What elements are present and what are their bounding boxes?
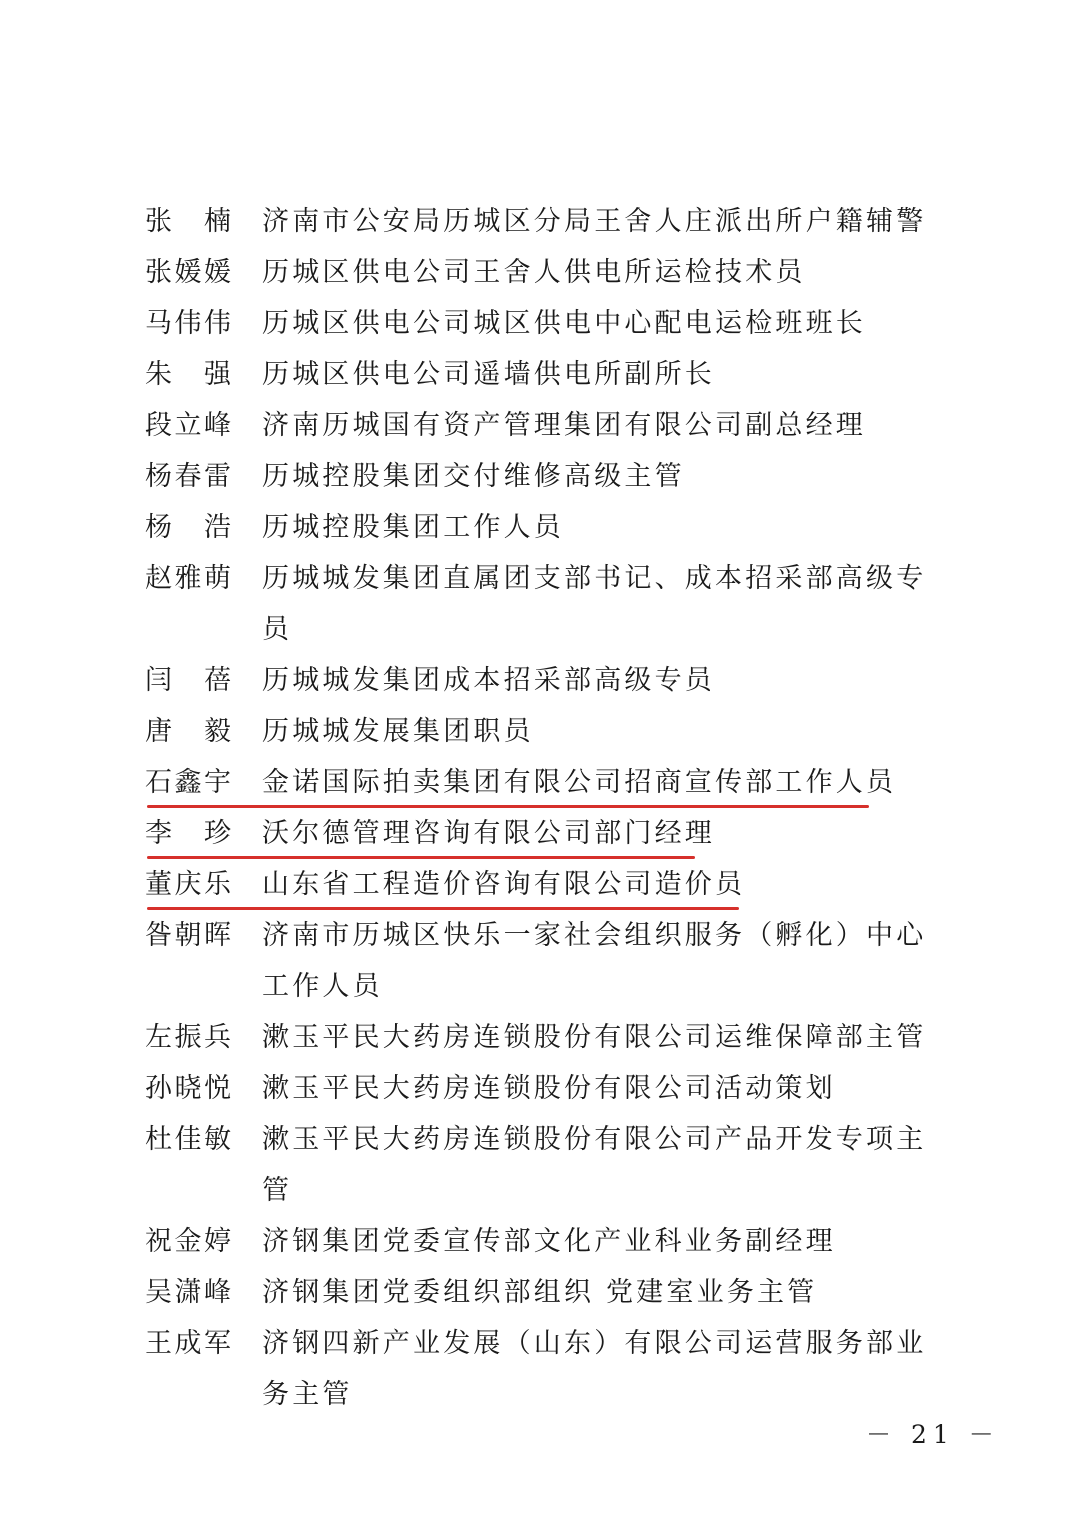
list-item — [145, 1216, 965, 1267]
person-name: 昝朝晖 — [145, 920, 231, 951]
person-name: 张媛媛 — [145, 257, 231, 288]
person-position: 历城控股集团工作人员 — [262, 512, 564, 543]
person-name: 马伟伟 — [145, 308, 231, 339]
list-item — [145, 655, 965, 706]
person-name: 杨 浩 — [145, 512, 231, 543]
list-item-highlighted — [145, 757, 965, 808]
person-position: 漱玉平民大药房连锁股份有限公司产品开发专项主管 — [262, 1124, 927, 1206]
person-name: 杜佳敏 — [145, 1124, 231, 1155]
person-position: 历城区供电公司遥墙供电所副所长 — [262, 359, 715, 390]
person-position: 漱玉平民大药房连锁股份有限公司运维保障部主管 — [262, 1022, 927, 1053]
person-position: 历城区供电公司城区供电中心配电运检班班长 — [262, 308, 866, 339]
list-item — [145, 451, 965, 502]
person-position: 金诺国际拍卖集团有限公司招商宣传部工作人员 — [262, 767, 897, 798]
person-name: 杨春雷 — [145, 461, 231, 492]
person-position: 历城控股集团交付维修高级主管 — [262, 461, 685, 492]
person-name: 吴潇峰 — [145, 1277, 231, 1308]
person-position: 济钢集团党委组织部组织 党建室业务主管 — [262, 1277, 818, 1308]
person-position: 济南市历城区快乐一家社会组织服务（孵化）中心工作人员 — [262, 920, 927, 1002]
list-item — [145, 502, 965, 553]
person-position: 历城城发集团成本招采部高级专员 — [262, 665, 715, 696]
person-position: 历城区供电公司王舍人供电所运检技术员 — [262, 257, 806, 288]
person-position: 沃尔德管理咨询有限公司部门经理 — [262, 818, 715, 849]
person-position: 历城城发集团直属团支部书记、成本招采部高级专员 — [262, 563, 927, 645]
person-name: 闫 蓓 — [145, 665, 231, 696]
person-position: 济钢集团党委宣传部文化产业科业务副经理 — [262, 1226, 836, 1257]
list-item-highlighted — [145, 808, 965, 859]
person-position: 山东省工程造价咨询有限公司造价员 — [262, 869, 746, 900]
page-number: － 21 － — [866, 1420, 1000, 1449]
person-name: 张 楠 — [145, 206, 231, 237]
person-position: 济南历城国有资产管理集团有限公司副总经理 — [262, 410, 866, 441]
person-name: 孙晓悦 — [145, 1073, 231, 1104]
person-name: 朱 强 — [145, 359, 231, 390]
list-item — [145, 349, 965, 400]
list-item — [145, 1267, 965, 1318]
person-name: 左振兵 — [145, 1022, 231, 1053]
person-position: 历城城发展集团职员 — [262, 716, 534, 747]
person-name: 赵雅萌 — [145, 563, 231, 594]
list-item — [145, 1318, 965, 1420]
list-item-highlighted — [145, 859, 965, 910]
list-item — [145, 706, 965, 757]
list-item — [145, 247, 965, 298]
person-name: 石鑫宇 — [145, 767, 231, 798]
list-item — [145, 1012, 965, 1063]
list-item — [145, 1063, 965, 1114]
person-name: 祝金婷 — [145, 1226, 231, 1257]
person-position: 漱玉平民大药房连锁股份有限公司活动策划 — [262, 1073, 836, 1104]
list-item — [145, 553, 965, 655]
person-name: 段立峰 — [145, 410, 231, 441]
name-list — [145, 196, 965, 1420]
list-item — [145, 298, 965, 349]
person-name: 唐 毅 — [145, 716, 231, 747]
list-item — [145, 910, 965, 1012]
person-name: 王成军 — [145, 1328, 231, 1359]
person-position: 济南市公安局历城区分局王舍人庄派出所户籍辅警 — [262, 206, 927, 237]
list-item — [145, 196, 965, 247]
list-item — [145, 400, 965, 451]
person-name: 李 珍 — [145, 818, 231, 849]
person-position: 济钢四新产业发展（山东）有限公司运营服务部业务主管 — [262, 1328, 927, 1410]
person-name: 董庆乐 — [145, 869, 231, 900]
list-item — [145, 1114, 965, 1216]
